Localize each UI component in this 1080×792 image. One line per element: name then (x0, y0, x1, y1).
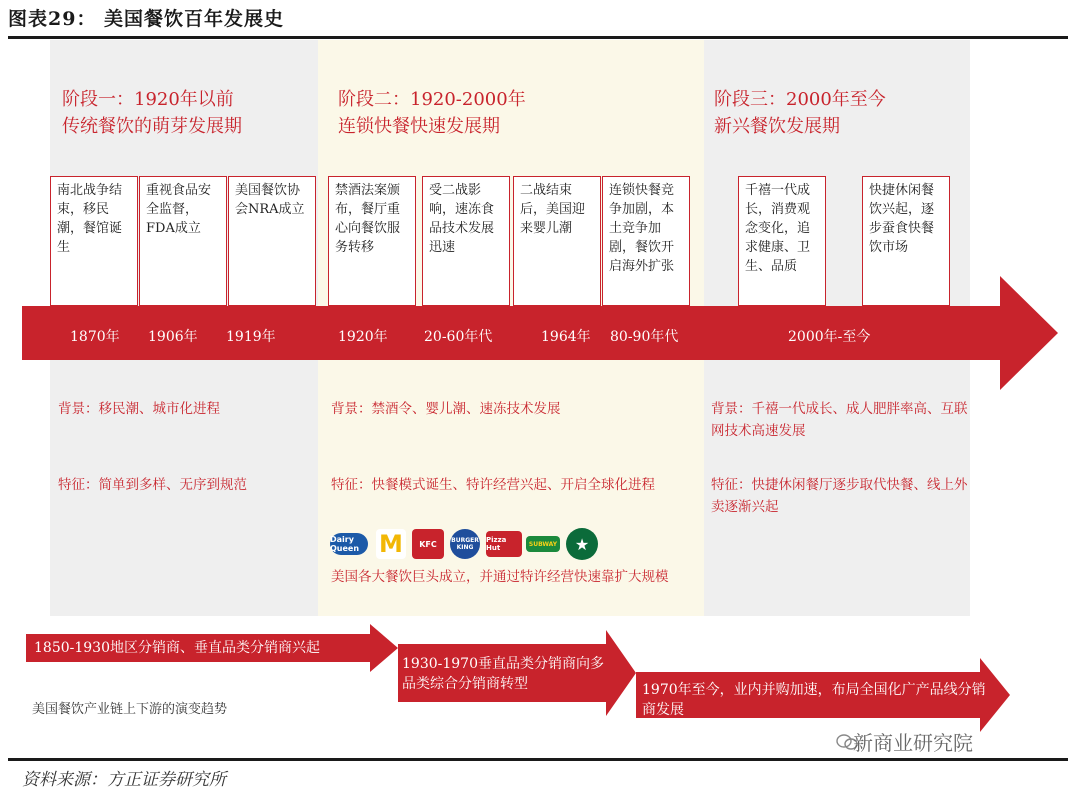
brands-note: 美国各大餐饮巨头成立，并通过特许经营快速靠扩大规模 (331, 569, 669, 585)
phase-3-heading (714, 86, 886, 140)
year-label-1870: 1870年 (70, 329, 120, 345)
year-label-1906: 1906年 (148, 329, 198, 345)
year-label-80-90s: 80-90年代 (610, 329, 679, 345)
phase-1-feature: 特征：简单到多样、无序到规范 (58, 477, 247, 493)
year-label-1919: 1919年 (226, 329, 276, 345)
distribution-caption: 美国餐饮产业链上下游的演变趋势 (32, 702, 228, 717)
distribution-text-1: 1850-1930地区分销商、垂直品类分销商兴起 (34, 640, 320, 656)
phase-1-title: 阶段一：1920年以前 (62, 89, 234, 110)
phase-2-subtitle: 连锁快餐快速发展期 (338, 116, 500, 137)
burger-king-logo: BURGER KING (450, 529, 480, 559)
kfc-logo: KFC (412, 529, 444, 559)
starbucks-logo: ★ (566, 528, 598, 560)
event-box-1906: 重视食品安全监督，FDA成立 (139, 176, 227, 306)
distribution-text-3: 1970年至今，业内并购加速，布局全国化广产品线分销商发展 (642, 682, 986, 718)
subway-logo: SUBWAY (526, 536, 560, 552)
phase-3-background: 背景：千禧一代成长、成人肥胖率高、互联网技术高速发展 (711, 401, 968, 439)
year-label-20-60s: 20-60年代 (424, 329, 493, 345)
phase-1-background: 背景：移民潮、城市化进程 (58, 401, 220, 417)
event-box-80-90s: 连锁快餐竞争加剧，本土竞争加剧，餐饮开启海外扩张 (602, 176, 690, 306)
phase-2-background: 背景：禁酒令、婴儿潮、速冻技术发展 (331, 401, 561, 417)
figure-title: 图表29： 美国餐饮百年发展史 (8, 8, 285, 30)
phase-3-feature: 特征：快捷休闲餐厅逐步取代快餐、线上外卖逐渐兴起 (711, 477, 968, 515)
phase-1-subtitle: 传统餐饮的萌芽发展期 (62, 116, 242, 137)
phase-2-title: 阶段二：1920-2000年 (338, 89, 526, 110)
dairy-queen-logo: Dairy Queen (330, 533, 368, 555)
title-rule (8, 36, 1068, 39)
year-label-1964: 1964年 (541, 329, 591, 345)
phase-3-title: 阶段三：2000年至今 (714, 89, 886, 110)
brand-logo-row (330, 527, 702, 561)
distribution-text-2: 1930-1970垂直品类分销商向多品类综合分销商转型 (402, 656, 604, 692)
phase-2-heading (338, 86, 526, 140)
event-box-1919: 美国餐饮协会NRA成立 (228, 176, 316, 306)
footer-rule (8, 758, 1068, 761)
event-box-1920: 禁酒法案颁布，餐厅重心向餐饮服务转移 (328, 176, 416, 306)
event-box-2000-b: 快捷休闲餐饮兴起，逐步蚕食快餐饮市场 (862, 176, 950, 306)
mcdonalds-logo: M (376, 529, 406, 559)
event-box-1870: 南北战争结束，移民潮，餐馆诞生 (50, 176, 138, 306)
pizza-hut-logo: Pizza Hut (486, 531, 522, 557)
event-box-2000-a: 千禧一代成长，消费观念变化，追求健康、卫生、品质 (738, 176, 826, 306)
phase-2-feature: 特征：快餐模式诞生、特许经营兴起、开启全球化进程 (331, 477, 655, 493)
watermark-text: 新商业研究院 (853, 731, 973, 755)
year-label-1920: 1920年 (338, 329, 388, 345)
source-note: 资料来源：方正证券研究所 (22, 770, 226, 790)
event-box-20-60s: 受二战影响，速冻食品技术发展迅速 (422, 176, 510, 306)
phase-3-subtitle: 新兴餐饮发展期 (714, 116, 840, 137)
event-box-1964: 二战结束后，美国迎来婴儿潮 (513, 176, 601, 306)
year-label-2000: 2000年-至今 (788, 329, 871, 345)
phase-1-heading (62, 86, 242, 140)
